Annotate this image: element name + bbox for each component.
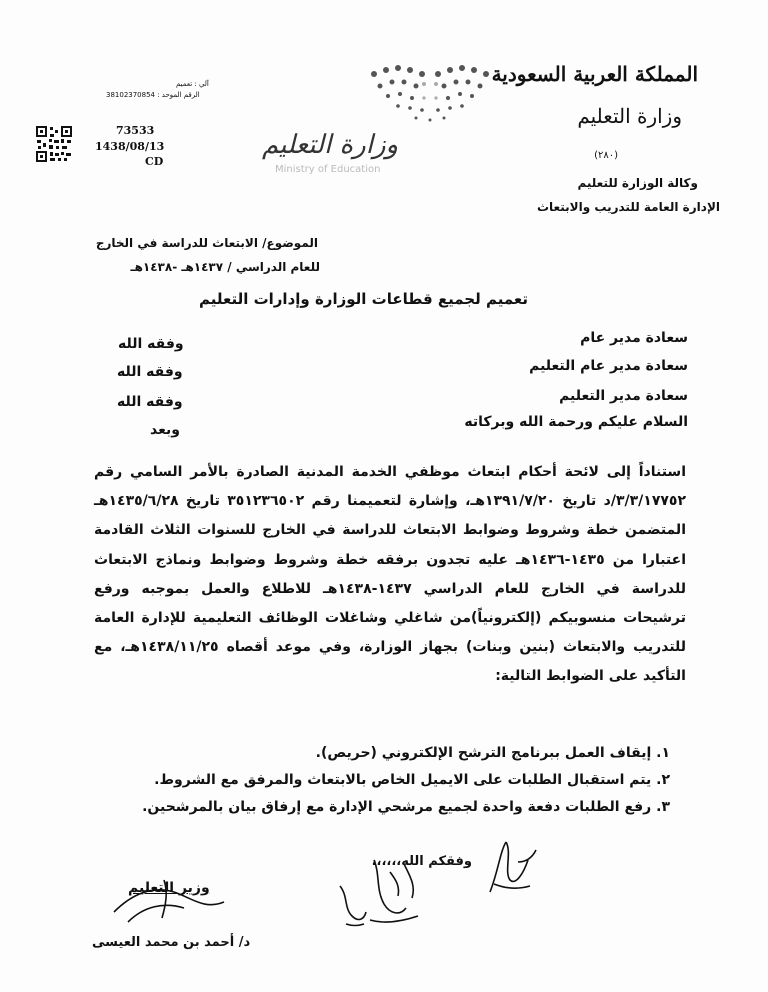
minister-title: وزير التعليم — [128, 880, 210, 896]
circular-title: تعميم لجميع قطاعات الوزارة وإدارات التعليم — [198, 290, 528, 308]
subject-line: الموضوع/ الابتعاث للدراسة في الخارج — [95, 236, 318, 250]
academic-year-line: للعام الدراسي / ١٤٣٧هـ -١٤٣٨هـ — [130, 260, 320, 274]
reference-number: (٢٨٠) — [594, 150, 618, 161]
blessing-1: وفقه الله — [118, 336, 184, 352]
unified-number: الرقم الموحد : 38102370854 — [106, 91, 200, 99]
list-item: ١. إيقاف العمل ببرنامج الترشح الإلكتروني (حريص). — [315, 745, 670, 761]
qr-code-icon — [36, 126, 72, 162]
incoming-label: آلي : تعميم — [176, 80, 209, 88]
minister-name: د/ أحمد بن محمد العيسى — [92, 935, 251, 950]
handwritten-mark-icon — [332, 880, 372, 930]
handwritten-initial-icon — [470, 832, 550, 902]
body-paragraph: استناداً إلى لائحة أحكام ابتعاث موظفي الخدمة المدنية الصادرة بالأمر السامي رقم ٣/٣/١٧٧٥٢/د تاريخ ١٣٩١/٧/٢٠هـ، وإشارة لتعميمنا رقم ٣٥١٢٣٦٥٠٢ تاريخ ١٤٣٥/٦/٢٨هـ المتضمن خطة وشروط وضوابط الابتعاث للدراسة في الخارج للسنوات الثلاث القادمة اعتبارا من ١٤٣٥-١٤٣٦هـ عليه تجدون برفقه خطة وشروط وضوابط ونماذج الابتعاث للدراسة في الخارج للعام الدراسي ١٤٣٧-١٤٣٨هـ للاطلاع والعمل بموجبه ورفع ترشيحات منسوبيكم (إلكترونياً)من شاغلي وشاغلات الوظائف التعليمية للإدارة العامة للتدريب والابتعاث (بنين وبنات) بجهاز الوزارة، وفي موعد أقصاه ١٤٣٨/١١/٢٥هـ، مع التأكيد على الضوابط التالية: — [94, 464, 687, 685]
serial-date: 1438/08/13 — [95, 140, 165, 153]
ministry-logo-icon — [360, 62, 500, 140]
serial-code: CD — [145, 155, 164, 168]
closing-phrase: وفقكم الله،،،،،، — [371, 854, 472, 869]
rules-list — [100, 740, 670, 821]
list-item: ٢. يتم استقبال الطلبات على الايميل الخاص بالابتعاث والمرفق مع الشروط. — [154, 772, 670, 788]
ministry-name: وزارة التعليم — [577, 104, 682, 128]
list-item: ٣. رفع الطلبات دفعة واحدة لجميع مرشحي الإدارة مع إرفاق بيان بالمرشحين. — [142, 799, 670, 815]
salutation-3: سعادة مدير التعليم — [559, 388, 688, 404]
agency-name: وكالة الوزارة للتعليم — [577, 176, 698, 190]
greeting: السلام عليكم ورحمة الله وبركاته — [464, 414, 688, 430]
salutation-2: سعادة مدير عام التعليم — [529, 358, 688, 374]
logo-wordmark: وزارة التعليم — [262, 130, 399, 160]
blessing-3: وفقه الله — [117, 394, 183, 410]
department-name: الإدارة العامة للتدريب والابتعاث — [536, 200, 720, 214]
greeting-continuation: وبعد — [150, 422, 180, 438]
serial-number: 73533 — [116, 124, 155, 137]
logo-subtitle: Ministry of Education — [275, 164, 381, 175]
blessing-2: وفقه الله — [117, 364, 183, 380]
kingdom-name: المملكة العربية السعودية — [491, 62, 698, 86]
salutation-1: سعادة مدير عام — [580, 330, 688, 346]
